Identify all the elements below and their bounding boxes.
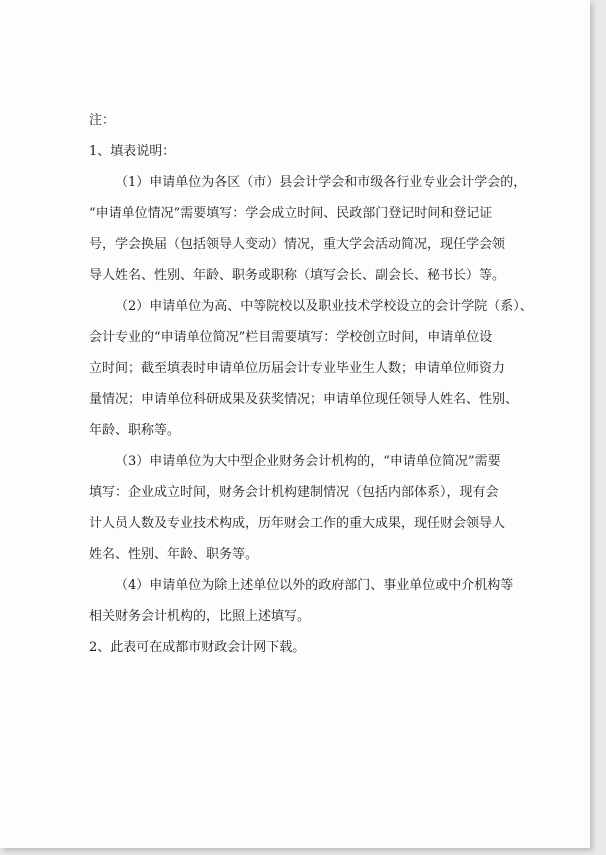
paragraph-line: 填写：企业成立时间，财务会计机构建制情况（包括内部体系），现有会 [89,485,499,500]
paragraph-line: 计人员人数及专业技术构成，历年财会工作的重大成果，现任财会领导人 [89,516,506,531]
paragraph-line: 导人姓名、性别、年龄、职务或职称（填写会长、副会长、秘书长）等。 [89,268,506,283]
paragraph-line: 立时间；截至填表时申请单位历届会计专业毕业生人数；申请单位师资力 [89,361,506,376]
paragraph-line: （4）申请单位为除上述单位以外的政府部门、事业单位或中介机构等 [115,578,514,593]
paragraph-line: （2）申请单位为高、中等院校以及职业技术学校设立的会计学院（系）、 [115,299,533,314]
paragraph-line: 会计专业的“申请单位简况”栏目需要填写：学校创立时间，申请单位设 [89,330,493,345]
item-1-heading: 1、填表说明： [89,144,176,159]
paragraph-line: 相关财务会计机构的，比照上述填写。 [89,609,311,624]
paragraph-4 [89,570,541,632]
paragraph-line: “申请单位情况”需要填写：学会成立时间、民政部门登记时间和登记证 [89,206,493,221]
paragraph-line: （3）申请单位为大中型企业财务会计机构的，“申请单位简况”需要 [115,454,501,469]
paragraph-3 [89,446,541,570]
paragraph-2 [89,291,541,446]
paragraph-line: 年龄、职称等。 [89,423,181,438]
paragraph-line: 量情况；申请单位科研成果及获奖情况；申请单位现任领导人姓名、性别、 [89,392,519,407]
item-2-heading: 2、此表可在成都市财政会计网下载。 [89,640,306,655]
paragraph-1 [89,167,541,291]
note-heading: 注： [89,113,116,128]
paragraph-line: （1）申请单位为各区（市）县会计学会和市级各行业专业会计学会的， [115,175,527,190]
paragraph-line: 号，学会换届（包括领导人变动）情况，重大学会活动简况，现任学会领 [89,237,506,252]
paragraph-line: 姓名、性别、年龄、职务等。 [89,547,259,562]
notes-content [89,105,541,663]
